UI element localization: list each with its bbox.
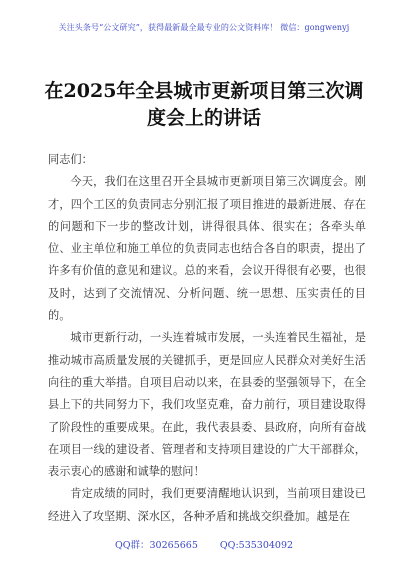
- paragraph-2: 城市更新行动，一头连着城市发展，一头连着民生福祉，是推动城市高质量发展的关键抓手，更是回应人民群众对美好生活向往的重大举措。自项目启动以来，在县委的坚强领导下，在全县上下的共同努力下，我们攻坚克难，奋力前行，项目建设取得了阶段性的重要成果。在此，我代表县委、县政府，向所有奋战在项目一线的建设者、管理者和支持项目建设的广大干部群众，表示衷心的感谢和诚挚的慰问！: [48, 331, 366, 479]
- title-line-1: 在2025年全县城市更新项目第三次调: [44, 80, 364, 102]
- footer-qq-group: QQ群：30265665: [114, 540, 198, 551]
- salutation: 同志们：: [48, 153, 93, 166]
- title-line-2: 度会上的讲话: [146, 107, 261, 129]
- paragraph-1: 今天，我们在这里召开全县城市更新项目第三次调度会。刚才，四个工区的负责同志分别汇报了项目推进的最新进展、存在的问题和下一步的整改计划，讲得很具体、很实在；各牵头单位、业主单位和施工单位的负责同志也结合各自的职责，提出了许多有价值的意见和建议。总的来看，会议开得很有必要，也很及时，达到了交流情况、分析问题、统一思想、压实责任的目的。: [48, 175, 366, 323]
- document-title: [40, 78, 368, 132]
- footer-qq: QQ:535304092: [219, 540, 294, 551]
- header-note: 关注头条号“公文研究”，获得最新最全最专业的公文资料库！ 微信：gongwenyj: [58, 23, 350, 32]
- footer: [0, 537, 408, 551]
- paragraph-3: 肯定成绩的同时，我们更要清醒地认识到，当前项目建设已经进入了攻坚期、深水区，各种矛盾和挑战交织叠加。越是在: [48, 487, 366, 523]
- document-body: [48, 149, 366, 528]
